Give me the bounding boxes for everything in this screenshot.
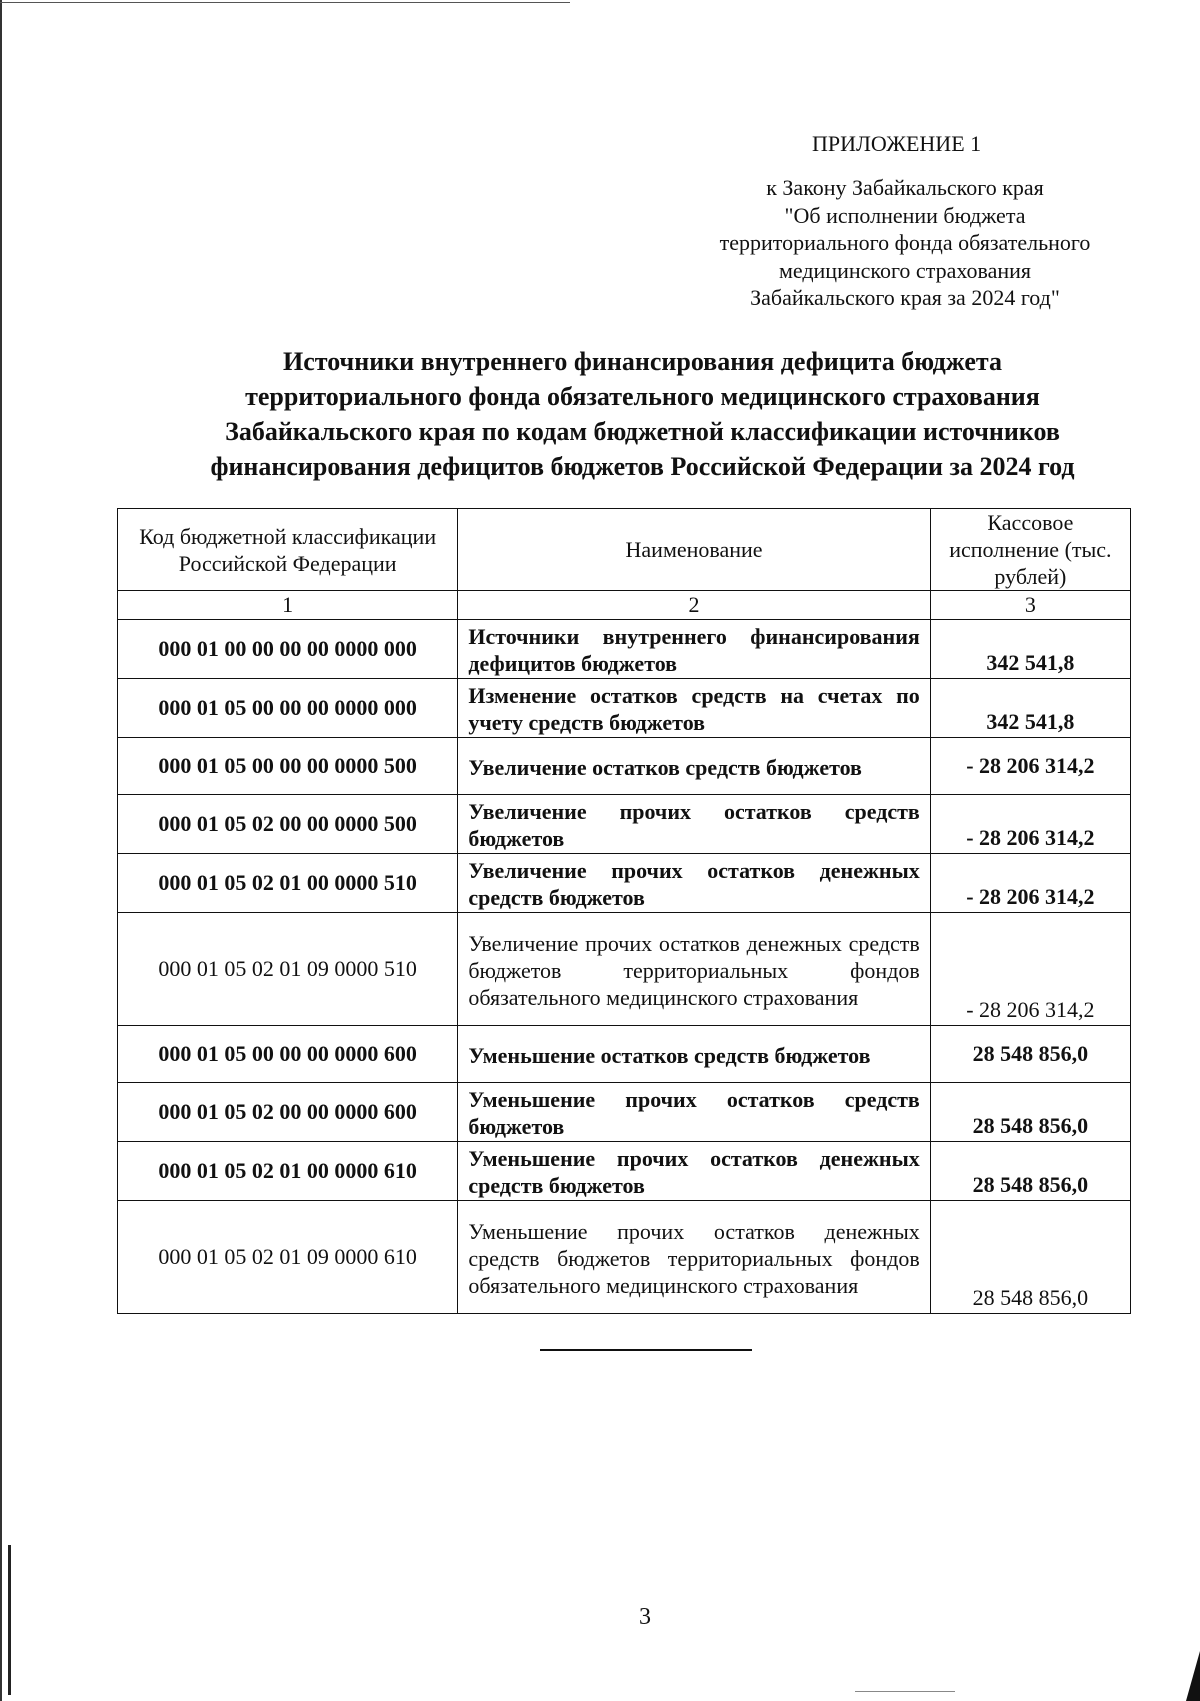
row-amount: 342 541,8 (930, 679, 1130, 738)
scan-corner-mark (1186, 1651, 1200, 1701)
column-number: 3 (930, 591, 1130, 620)
row-amount: 342 541,8 (930, 620, 1130, 679)
scan-mark-left (8, 1545, 11, 1695)
heading-line: Забайкальского края по кодам бюджетной классификации источников (225, 417, 1060, 446)
row-code: 000 01 05 00 00 00 0000 000 (118, 679, 458, 738)
row-code: 000 01 05 02 01 09 0000 510 (118, 913, 458, 1026)
row-code: 000 01 05 00 00 00 0000 600 (118, 1026, 458, 1083)
row-name: Изменение остатков средств на счетах по учету средств бюджетов (458, 679, 930, 738)
table-header-row (118, 509, 1131, 591)
row-amount: 28 548 856,0 (930, 1201, 1130, 1314)
row-code: 000 01 00 00 00 00 0000 000 (118, 620, 458, 679)
row-amount: 28 548 856,0 (930, 1142, 1130, 1201)
header-code: Код бюджетной классификации Российской Федерации (118, 509, 458, 591)
heading-line: Источники внутреннего финансирования дефицита бюджета (283, 347, 1002, 376)
row-amount: - 28 206 314,2 (930, 913, 1130, 1026)
row-code: 000 01 05 00 00 00 0000 500 (118, 738, 458, 795)
scan-edge-top (0, 2, 570, 3)
scan-bottom-line (855, 1691, 955, 1692)
appendix-reference-line: "Об исполнении бюджета (784, 202, 1026, 228)
row-amount: - 28 206 314,2 (930, 854, 1130, 913)
column-number: 1 (118, 591, 458, 620)
row-name: Увеличение прочих остатков средств бюджетов (458, 795, 930, 854)
row-name: Уменьшение прочих остатков денежных средств бюджетов территориальных фондов обязательного медицинского страхования (458, 1201, 930, 1314)
row-code: 000 01 05 02 01 00 0000 510 (118, 854, 458, 913)
row-name: Увеличение прочих остатков денежных средств бюджетов территориальных фондов обязательного медицинского страхования (458, 913, 930, 1026)
row-code: 000 01 05 02 00 00 0000 600 (118, 1083, 458, 1142)
table-row (118, 1083, 1131, 1142)
footer-rule (540, 1349, 752, 1351)
row-name: Увеличение прочих остатков денежных средств бюджетов (458, 854, 930, 913)
row-code: 000 01 05 02 01 00 0000 610 (118, 1142, 458, 1201)
table-row (118, 854, 1131, 913)
row-name: Уменьшение остатков средств бюджетов (458, 1026, 930, 1083)
row-amount: 28 548 856,0 (930, 1026, 1130, 1083)
row-code: 000 01 05 02 01 09 0000 610 (118, 1201, 458, 1314)
row-amount: - 28 206 314,2 (930, 795, 1130, 854)
table-row (118, 1142, 1131, 1201)
row-amount: 28 548 856,0 (930, 1083, 1130, 1142)
appendix-title: ПРИЛОЖЕНИЕ 1 (812, 131, 982, 156)
table-row (118, 620, 1131, 679)
table-row (118, 679, 1131, 738)
appendix-reference (690, 174, 1120, 312)
table-row (118, 738, 1131, 795)
appendix-reference-line: к Закону Забайкальского края (766, 175, 1044, 200)
header-name: Наименование (458, 509, 930, 591)
page-number: 3 (639, 1604, 651, 1630)
scan-edge-left (0, 0, 2, 1701)
column-number: 2 (458, 591, 930, 620)
appendix-reference-line: Забайкальского края за 2024 год" (750, 285, 1060, 310)
row-code: 000 01 05 02 00 00 0000 500 (118, 795, 458, 854)
column-number-row (118, 591, 1131, 620)
row-amount: - 28 206 314,2 (930, 738, 1130, 795)
table-row (118, 913, 1131, 1026)
row-name: Уменьшение прочих остатков денежных средств бюджетов (458, 1142, 930, 1201)
header-amount: Кассовое исполнение (тыс. рублей) (930, 509, 1130, 591)
row-name: Уменьшение прочих остатков средств бюджетов (458, 1083, 930, 1142)
row-name: Источники внутреннего финансирования дефицитов бюджетов (458, 620, 930, 679)
heading-line: территориального фонда обязательного медицинского страхования (245, 382, 1040, 411)
table-row (118, 795, 1131, 854)
table-row (118, 1201, 1131, 1314)
heading-line: финансирования дефицитов бюджетов Российской Федерации за 2024 год (210, 452, 1075, 481)
document-heading (120, 344, 1165, 484)
row-name: Увеличение остатков средств бюджетов (458, 738, 930, 795)
appendix-reference-line: медицинского страхования (778, 257, 1032, 283)
budget-sources-table (117, 508, 1131, 1314)
table-row (118, 1026, 1131, 1083)
appendix-reference-line: территориального фонда обязательного (719, 230, 1091, 255)
